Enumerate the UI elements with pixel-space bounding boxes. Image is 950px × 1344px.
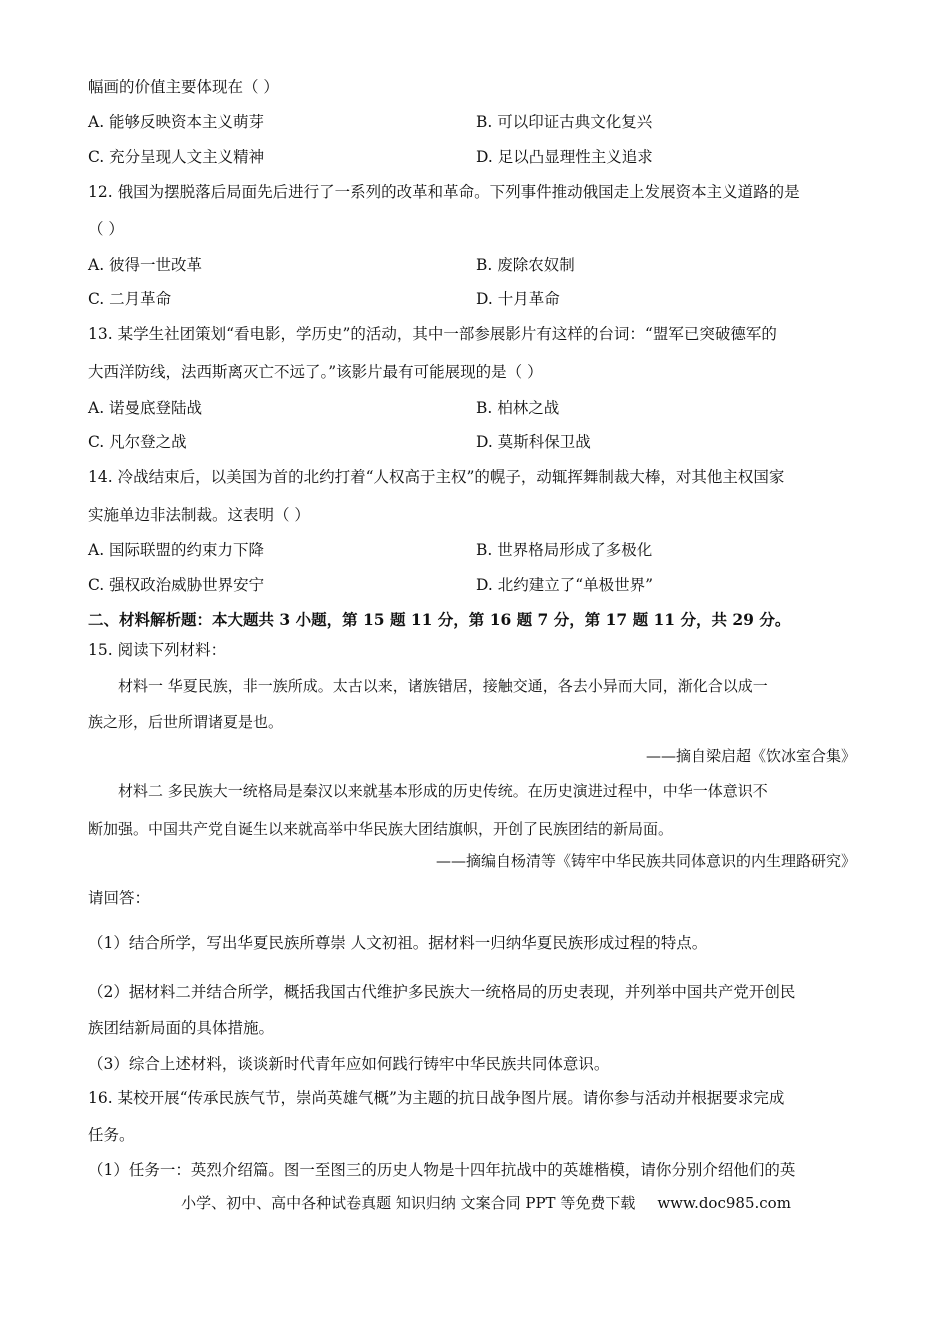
q13-stem-line2: 大西洋防线，法西斯离灭亡不远了。”该影片最有可能展现的是（ ） — [88, 363, 543, 381]
q16-stem-line2: 任务。 — [88, 1126, 135, 1144]
q14-option-b: B. 世界格局形成了多极化 — [476, 541, 653, 559]
q13-option-c: C. 凡尔登之战 — [88, 433, 187, 451]
q11-option-d: D. 足以凸显理性主义追求 — [476, 148, 653, 166]
footer-site-link[interactable]: www.doc985.com — [657, 1194, 791, 1212]
q15-material2-line2: 断加强。中国共产党自诞生以来就高举中华民族大团结旗帜，开创了民族团结的新局面。 — [88, 820, 674, 838]
q14-option-d: D. 北约建立了“单极世界” — [476, 576, 654, 594]
q14-option-a: A. 国际联盟的约束力下降 — [88, 541, 265, 559]
q15-material2-line1: 材料二 多民族大一统格局是秦汉以来就基本形成的历史传统。在历史演进过程中，中华一体意识不 — [118, 782, 768, 800]
q11-option-c: C. 充分呈现人文主义精神 — [88, 148, 265, 166]
section-heading: 二、材料解析题：本大题共 3 小题，第 15 题 11 分，第 16 题 7 分，第 17 题 11 分，共 29 分。 — [88, 610, 791, 629]
q15-material1-line1: 材料一 华夏民族，非一族所成。太古以来，诸族错居，接触交通，各去小异而大同，渐化合以成一 — [118, 677, 768, 695]
q16-sub1: （1）任务一：英烈介绍篇。图一至图三的历史人物是十四年抗战中的英雄楷模，请你分别介绍他们的英 — [88, 1161, 796, 1179]
q11-option-a: A. 能够反映资本主义萌芽 — [88, 113, 265, 131]
q12-option-c: C. 二月革命 — [88, 290, 172, 308]
footer-text: 小学、初中、高中各种试卷真题 知识归纳 文案合同 PPT 等免费下载 — [181, 1194, 636, 1212]
q15-sub3: （3）综合上述材料，谈谈新时代青年应如何践行铸牢中华民族共同体意识。 — [88, 1055, 610, 1073]
q12-stem-line1: 12. 俄国为摆脱落后局面先后进行了一系列的改革和革命。下列事件推动俄国走上发展资本主义道路的是 — [88, 183, 800, 201]
q13-option-d: D. 莫斯科保卫战 — [476, 433, 591, 451]
q13-option-a: A. 诺曼底登陆战 — [88, 399, 203, 417]
q15-sub1: （1）结合所学，写出华夏民族所尊崇 人文初祖。据材料一归纳华夏民族形成过程的特点。 — [88, 934, 708, 952]
q15-material1-line2: 族之形，后世所谓诸夏是也。 — [88, 713, 284, 731]
q16-stem-line1: 16. 某校开展“传承民族气节，崇尚英雄气概”为主题的抗日战争图片展。请你参与活动并根据要求完成 — [88, 1089, 785, 1107]
q15-material1-source: ——摘自梁启超《饮冰室合集》 — [645, 747, 856, 765]
q14-stem-line1: 14. 冷战结束后，以美国为首的北约打着“人权高于主权”的幌子，动辄挥舞制裁大棒，对其他主权国家 — [88, 468, 785, 486]
q15-sub2-line1: （2）据材料二并结合所学，概括我国古代维护多民族大一统格局的历史表现，并列举中国共产党开创民 — [88, 983, 796, 1001]
q13-option-b: B. 柏林之战 — [476, 399, 560, 417]
q11-stem-end: 幅画的价值主要体现在（ ） — [88, 78, 279, 96]
q14-option-c: C. 强权政治威胁世界安宁 — [88, 576, 265, 594]
q12-option-b: B. 废除农奴制 — [476, 256, 575, 274]
q15-material2-source: ——摘编自杨清等《铸牢中华民族共同体意识的内生理路研究》 — [435, 852, 856, 870]
page-footer — [0, 1192, 950, 1213]
q11-option-b: B. 可以印证古典文化复兴 — [476, 113, 653, 131]
q14-stem-line2: 实施单边非法制裁。这表明（ ） — [88, 506, 310, 524]
q15-prompt: 请回答： — [88, 889, 151, 907]
q15-intro: 15. 阅读下列材料： — [88, 641, 227, 659]
q12-option-d: D. 十月革命 — [476, 290, 560, 308]
q13-stem-line1: 13. 某学生社团策划“看电影，学历史”的活动，其中一部参展影片有这样的台词：“盟军已突破德军的 — [88, 325, 777, 343]
q12-option-a: A. 彼得一世改革 — [88, 256, 203, 274]
q12-stem-line2: （ ） — [88, 220, 124, 238]
q15-sub2-line2: 族团结新局面的具体措施。 — [88, 1019, 275, 1037]
